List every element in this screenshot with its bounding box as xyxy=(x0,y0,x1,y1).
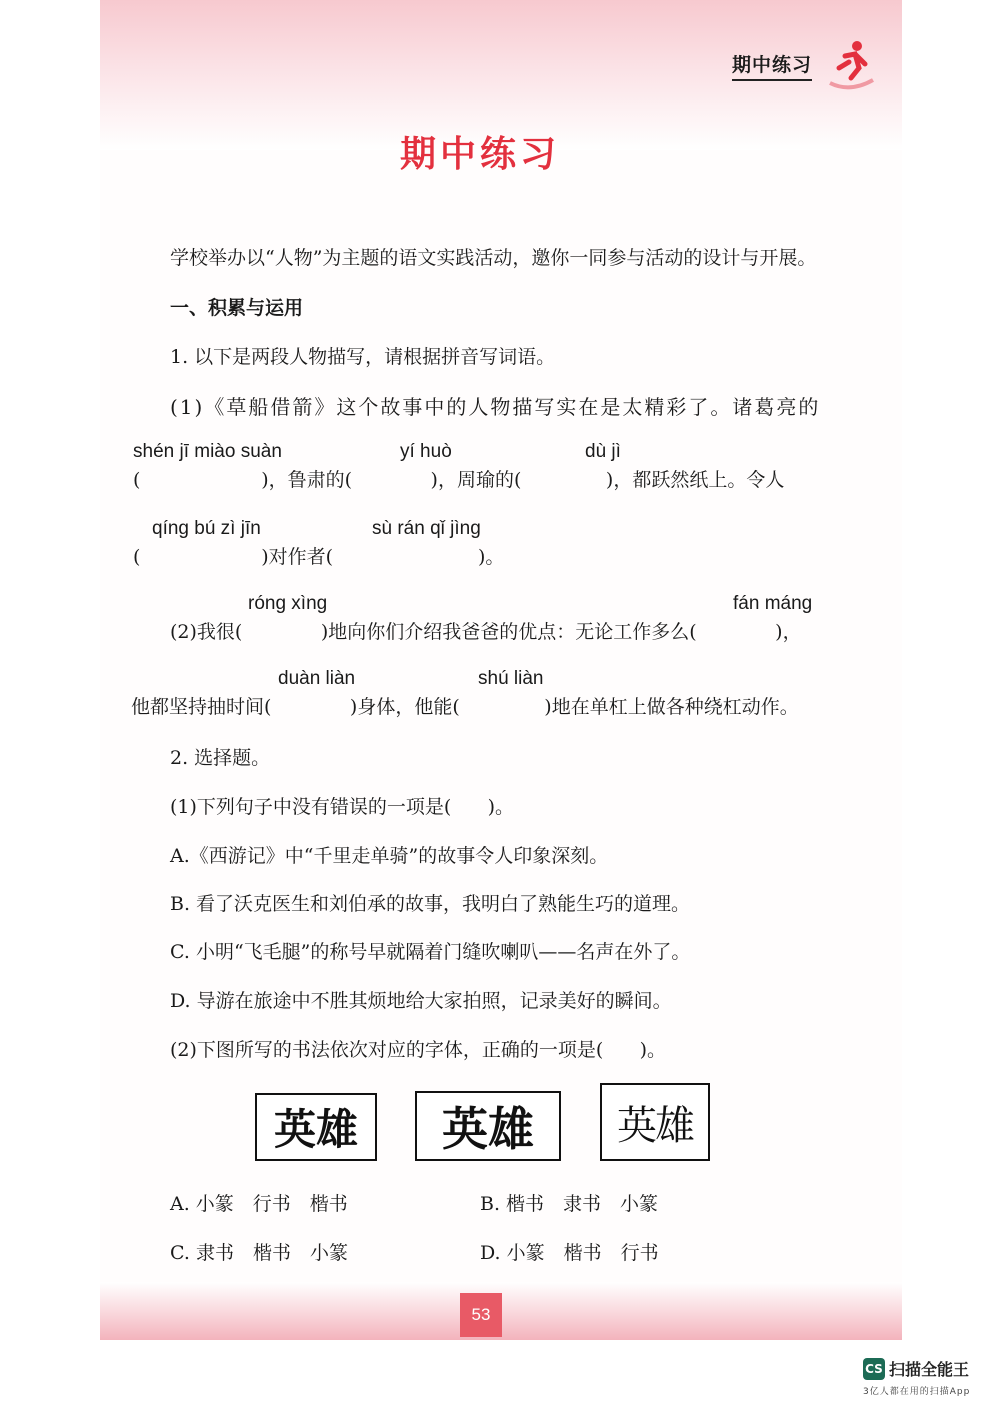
answer-c: C. 隶书 楷书 小篆 xyxy=(170,1242,348,1264)
q1-stem: 1. 以下是两段人物描写，请根据拼音写词语。 xyxy=(170,346,556,368)
header-section-tag: 期中练习 xyxy=(732,50,812,81)
q1-p2-line1: (2)我很( )地向你们介绍我爸爸的优点：无论工作多么( )， xyxy=(170,621,802,643)
option-a: A.《西游记》中“千里走单骑”的故事令人印象深刻。 xyxy=(170,845,609,867)
calligraphy-box-1: 英雄 xyxy=(255,1093,377,1161)
worksheet-page xyxy=(100,0,902,1340)
page-number: 53 xyxy=(460,1293,502,1337)
runner-icon xyxy=(825,38,875,93)
q2-sub2: (2)下图所写的书法依次对应的字体，正确的一项是( )。 xyxy=(170,1039,666,1061)
option-b: B. 看了沃克医生和刘伯承的故事，我明白了熟能生巧的道理。 xyxy=(170,893,691,915)
q1-p1-line2: ( )，鲁肃的( )，周瑜的( )，都跃然纸上。令人 xyxy=(133,469,785,491)
pinyin-rong-xing: róng xìng xyxy=(248,593,328,614)
q1-p1-line3: ( )对作者( )。 xyxy=(133,546,505,568)
answer-a: A. 小篆 行书 楷书 xyxy=(170,1193,348,1215)
option-d: D. 导游在旅途中不胜其烦地给大家拍照，记录美好的瞬间。 xyxy=(170,990,672,1012)
calligraphy-box-3: 英雄 xyxy=(600,1083,710,1161)
pinyin-yi-huo: yí huò xyxy=(400,441,452,462)
q2-sub1: (1)下列句子中没有错误的一项是( )。 xyxy=(170,796,514,818)
page-title: 期中练习 xyxy=(399,134,560,175)
pinyin-du-ji: dù jì xyxy=(585,441,621,462)
intro-text: 学校举办以“人物”为主题的语文实践活动，邀你一同参与活动的设计与开展。 xyxy=(170,247,817,269)
pinyin-shen-ji-miao-suan: shén jī miào suàn xyxy=(133,441,282,462)
q1-p2-line2: 他都坚持抽时间( )身体，他能( )地在单杠上做各种绕杠动作。 xyxy=(131,696,799,718)
q1-p1-line1: (1)《草船借箭》这个故事中的人物描写实在是太精彩了。诸葛亮的 xyxy=(170,395,821,419)
pinyin-shu-lian: shú liàn xyxy=(478,668,544,689)
watermark-subtitle: 3亿人都在用的扫描App xyxy=(863,1387,971,1397)
option-c: C. 小明“飞毛腿”的称号早就隔着门缝吹喇叭——名声在外了。 xyxy=(170,941,691,963)
scanner-watermark xyxy=(863,1357,971,1397)
q2-stem: 2. 选择题。 xyxy=(170,747,271,769)
pinyin-duan-lian: duàn liàn xyxy=(278,668,356,689)
pinyin-su-ran-qi-jing: sù rán qǐ jìng xyxy=(372,518,481,539)
pinyin-fan-mang: fán máng xyxy=(733,593,813,614)
calligraphy-box-2: 英雄 xyxy=(415,1091,561,1161)
watermark-name: 扫描全能王 xyxy=(889,1360,970,1379)
calligraphy-samples xyxy=(100,1083,902,1163)
section-heading: 一、积累与运用 xyxy=(170,297,304,319)
answer-b: B. 楷书 隶书 小篆 xyxy=(480,1193,659,1215)
answer-d: D. 小篆 楷书 行书 xyxy=(480,1242,659,1264)
camscanner-logo-icon: CS xyxy=(863,1358,885,1380)
pinyin-qing-bu-zi-jin: qíng bú zì jīn xyxy=(152,518,261,539)
